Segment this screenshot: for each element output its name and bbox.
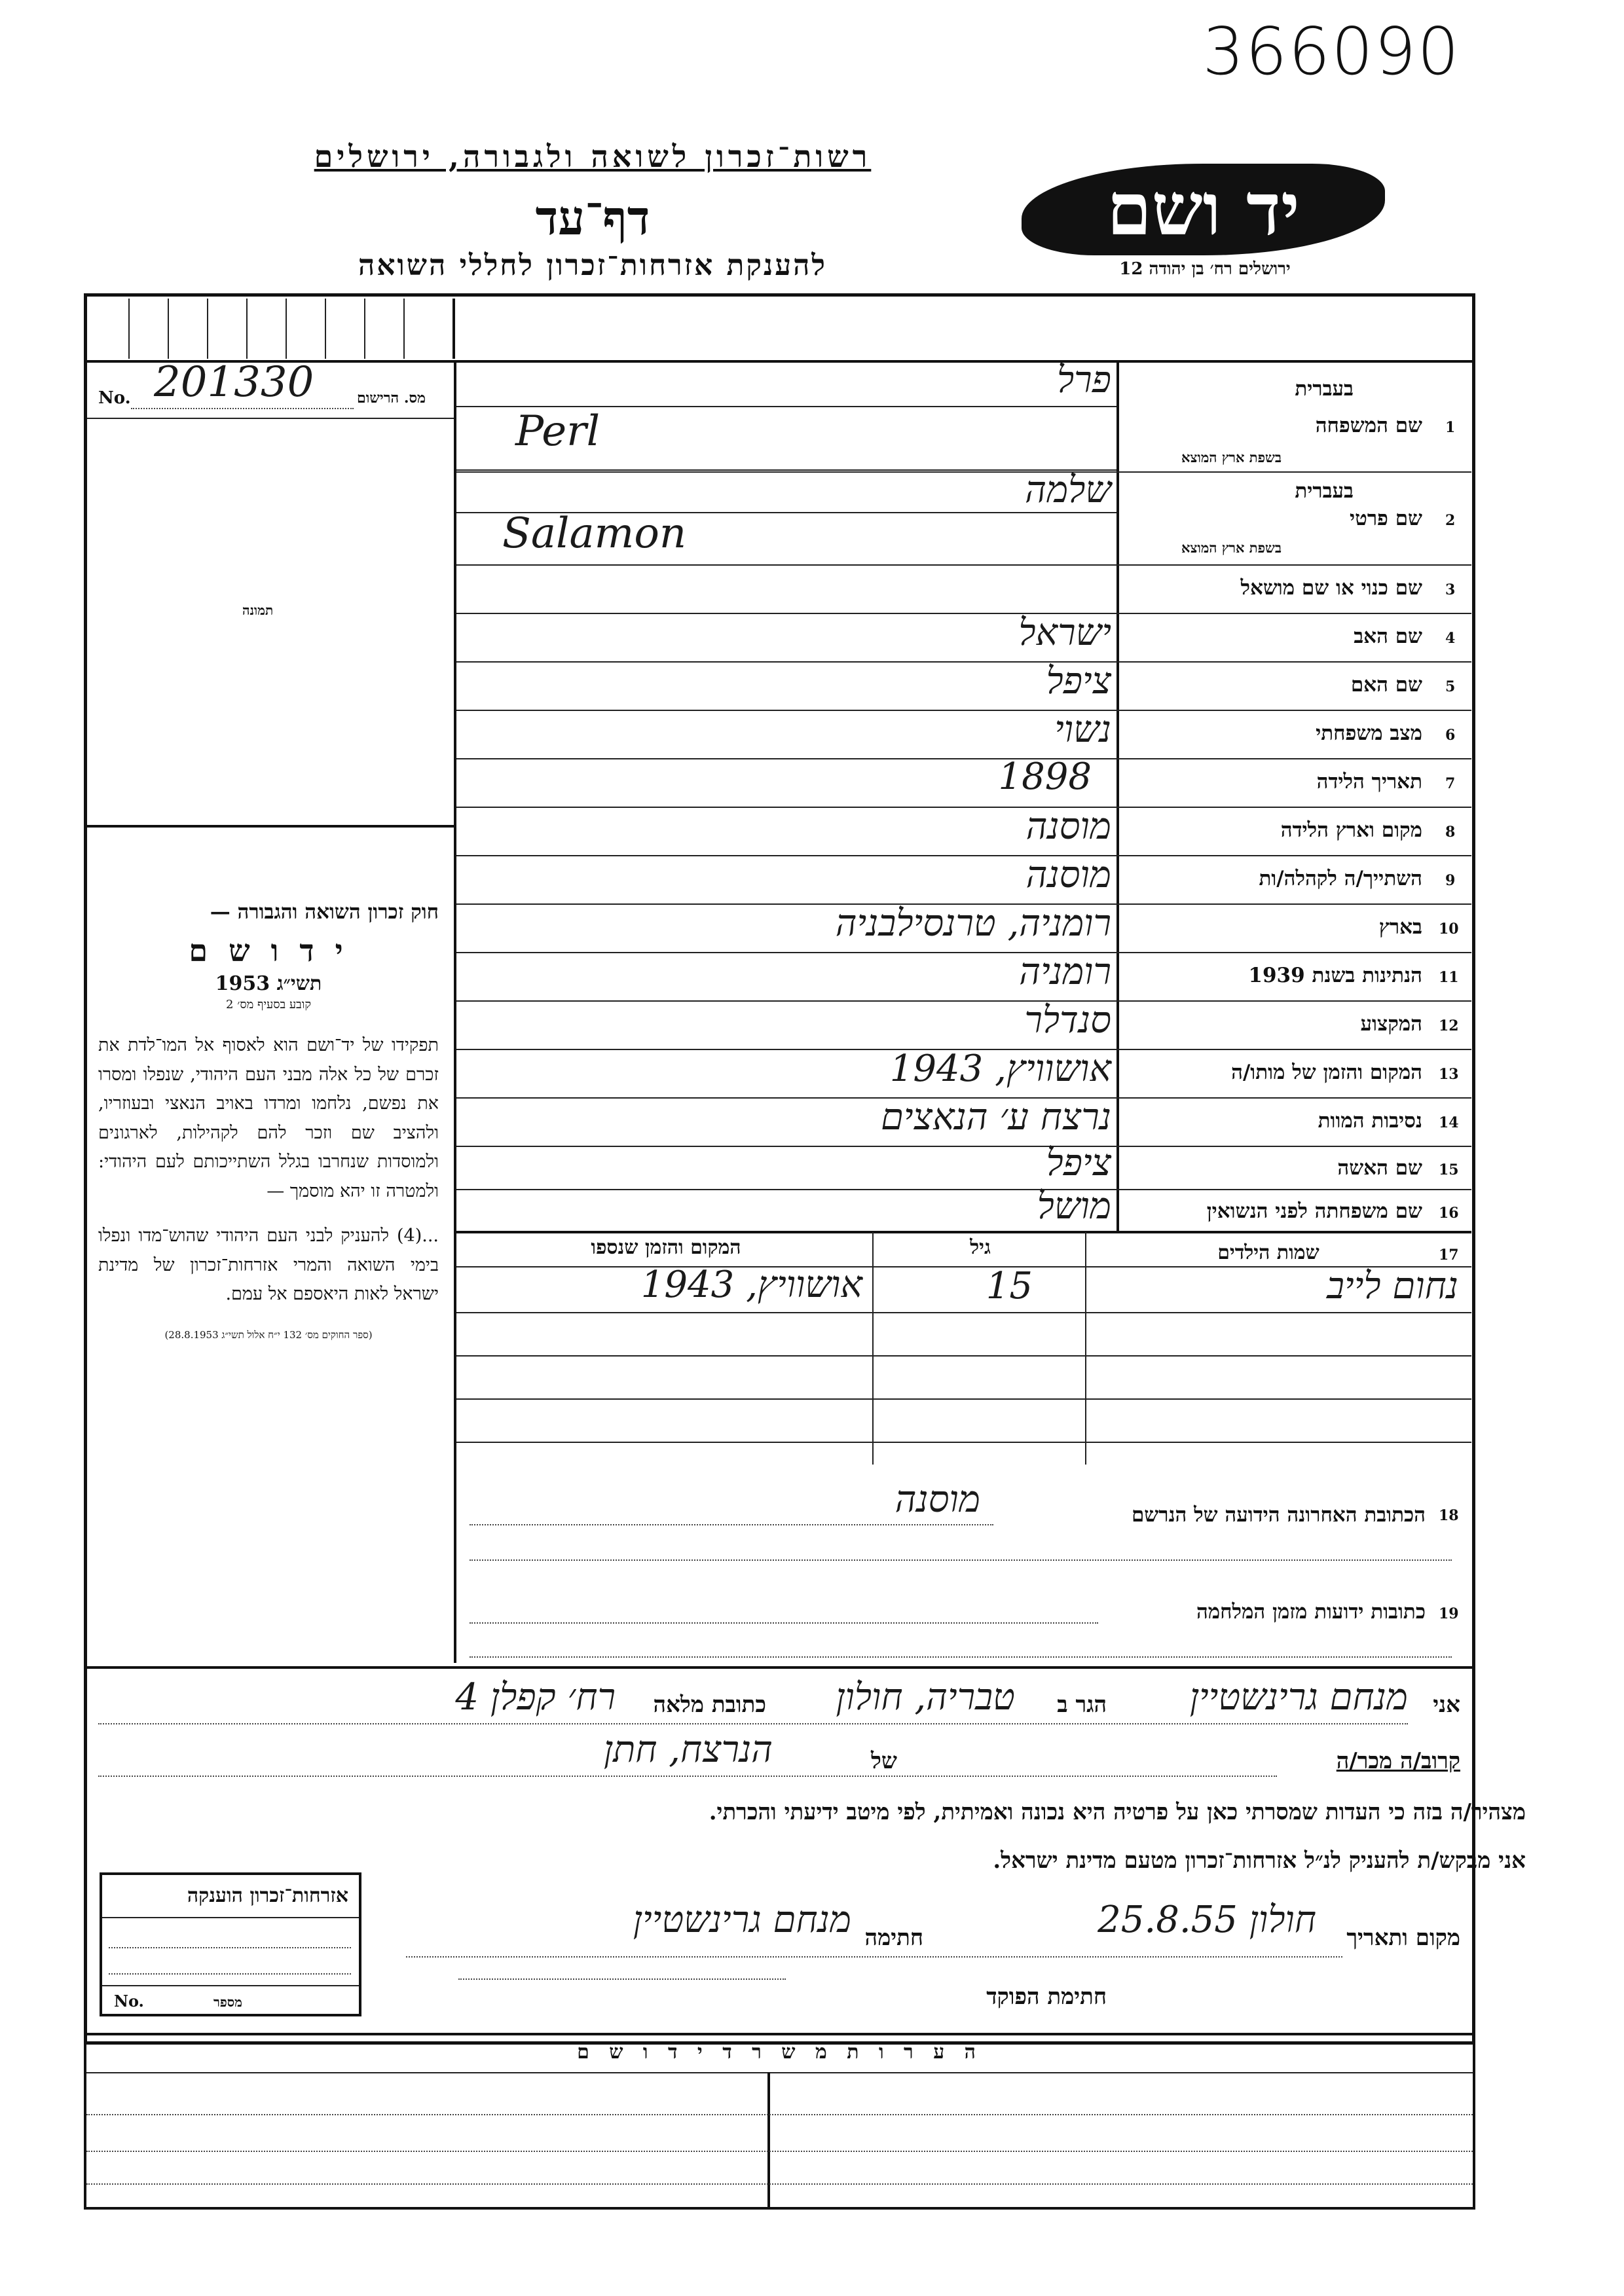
war-address-label: כתובות ידועות מזמן המלחמה	[1196, 1600, 1426, 1624]
death-circumstances-value[interactable]: נרצח ע׳ הנאצים	[880, 1096, 1111, 1139]
registration-number-row	[98, 358, 452, 416]
field-num-18: 18	[1439, 1507, 1459, 1524]
award-box	[100, 1872, 361, 2016]
death-place-time-value[interactable]: אושוויץ, 1943	[889, 1048, 1111, 1090]
field-num-11: 11	[1439, 969, 1459, 986]
field-row-8	[456, 805, 1471, 855]
firstname-label: שם פרטי	[1349, 507, 1422, 530]
birth-place-label: מקום וארץ הלידה	[1280, 818, 1422, 842]
wife-name-label: שם האשה	[1337, 1156, 1422, 1180]
citizenship-value[interactable]: רומניה	[1019, 951, 1111, 993]
field-row-5	[456, 660, 1471, 710]
mother-name-label: שם האם	[1350, 673, 1422, 697]
firstname-local-value[interactable]: Salamon	[502, 509, 687, 558]
law-excerpt	[98, 900, 439, 1341]
law-title: חוק זכרון השואה והגבורה —	[210, 900, 439, 924]
firstname-hebrew-sub: בעברית	[1295, 479, 1354, 503]
field-row-6	[456, 708, 1471, 758]
father-name-value[interactable]: ישראל	[1018, 611, 1111, 654]
law-citation: (ספר החוקים מס׳ 132 י״ח אלול תשי״ג 28.8.1953)	[164, 1328, 373, 1341]
award-no-label-he: מספר	[213, 1994, 242, 2010]
marital-status-value[interactable]: נשוי	[1054, 708, 1111, 751]
death-place-time-label: המקום והזמן של מותו/ה	[1231, 1061, 1422, 1084]
field-num-5: 5	[1445, 678, 1456, 695]
birth-date-value[interactable]: 1898	[998, 756, 1092, 798]
children-table	[456, 1232, 1471, 1468]
field-num-16: 16	[1439, 1205, 1459, 1222]
declaration-statement: מצהיר/ה בזה כי העדות שמסרתי כאן על פרטיה היא נכונה ואמיתית, לפי מיטב ידיעתי והכרתי.	[709, 1799, 1526, 1825]
declarant-ani-label: אני	[1433, 1692, 1460, 1718]
page-title: דף־עד	[535, 190, 650, 246]
last-address-label: הכתובת האחרונה הידועה של הנרשם	[1131, 1503, 1426, 1527]
wife-maiden-name-value[interactable]: מושל	[1037, 1185, 1111, 1228]
law-clause: קובע בסעיף מס׳ 2	[226, 998, 311, 1011]
declarant-line-2	[98, 1728, 1460, 1787]
declarant-relative-label: קרוב/ה מכר/ה	[1336, 1748, 1460, 1774]
birth-date-label: תאריך הלידה	[1316, 770, 1422, 793]
field-row-15	[456, 1142, 1471, 1189]
firstname-local-sub: בשפת ארץ המוצא	[1181, 539, 1282, 556]
organization-name: רשות־זכרון לשואה ולגבורה, ירושלים	[314, 139, 872, 174]
field-row-19	[456, 1565, 1471, 1663]
field-row-12	[456, 999, 1471, 1049]
place-date-label: מקום ותאריך	[1346, 1925, 1460, 1951]
children-col-place: המקום והזמן שנספו	[591, 1236, 741, 1259]
law-paragraph-2: ...(4) להעניק לבני העם היהודי שהוש־מדו ונפלו בימי השואה והמרי אזרחות־זכרון של מדינת ישראל לאות היאספם אל עמם.	[98, 1226, 439, 1305]
field-num-10: 10	[1439, 920, 1459, 938]
surname-hebrew-value[interactable]: פרל	[1056, 359, 1111, 401]
field-num-15: 15	[1439, 1161, 1459, 1178]
declarant-street[interactable]: רח׳ קפלן 4	[455, 1676, 616, 1719]
child-place-value[interactable]: אושוויץ, 1943	[640, 1264, 862, 1306]
field-row-11	[456, 953, 1471, 1000]
field-num-1: 1	[1445, 419, 1456, 436]
field-num-14: 14	[1439, 1114, 1459, 1131]
marital-status-label: מצב משפחתי	[1316, 721, 1422, 745]
field-num-13: 13	[1439, 1066, 1459, 1083]
child-age-value[interactable]: 15	[986, 1265, 1033, 1307]
field-num-7: 7	[1445, 775, 1456, 792]
field-row-3	[456, 566, 1471, 613]
field-row-14	[456, 1096, 1471, 1146]
field-num-4: 4	[1445, 630, 1456, 647]
surname-local-value[interactable]: Perl	[515, 407, 600, 456]
wife-name-value[interactable]: ציפל	[1046, 1142, 1111, 1184]
father-name-label: שם האב	[1354, 625, 1422, 648]
declarant-city[interactable]: טבריה, חולון	[836, 1676, 1015, 1719]
field-row-7	[456, 756, 1471, 807]
law-paragraph-1: תפקידו של יד־ושם הוא לאסוף אל המו־לדת את זכרם של כל אלה מבני העם היהודי, שנפלו ומסרו את נפשם, נלחמו ומרדו באויב הנאצי ובעוזריו, ולהציב שם וזכר להם לקהילות, לארגונים ולמוסדות שנחרבו בגלל השתייכותם לעם היהודי: ולמטרה זו יהא מוסמך —	[98, 1035, 439, 1201]
birth-place-value[interactable]: מוסנה	[1025, 805, 1111, 848]
signature-line	[393, 1899, 1460, 1971]
field-num-6: 6	[1445, 727, 1456, 744]
community-value[interactable]: מוסנה	[1025, 854, 1111, 896]
child-name-value[interactable]: נחום לייב	[1327, 1265, 1458, 1307]
children-col-age: גיל	[970, 1236, 991, 1259]
declarant-of-label: של	[871, 1748, 897, 1774]
signature-label: חתימה	[864, 1925, 923, 1951]
archive-stamp-number: 366090	[1202, 13, 1460, 90]
surname-hebrew-sub: בעברית	[1295, 377, 1354, 401]
occupation-label: המקצוע	[1360, 1012, 1422, 1036]
page-subtitle: להענקת אזרחות־זכרון לחללי השואה	[358, 249, 827, 282]
field-num-9: 9	[1445, 872, 1456, 889]
citizenship-label: הנתינות בשנת 1939	[1248, 964, 1422, 987]
death-circumstances-label: נסיבות המוות	[1318, 1109, 1422, 1133]
field-row-10	[456, 902, 1471, 952]
officer-signature-label: חתימת הפוקד	[986, 1984, 1107, 2010]
field-num-2: 2	[1445, 512, 1456, 529]
table-row	[456, 1264, 1471, 1312]
yad-vashem-logo: יד ושם	[1022, 164, 1385, 255]
photo-label: תמונה	[242, 602, 274, 618]
alias-label: שם כנוי או שם מושאל	[1240, 576, 1422, 600]
declarant-full-address-label: כתובת מלאה	[653, 1692, 766, 1718]
field-num-12: 12	[1439, 1017, 1459, 1034]
field-row-9	[456, 856, 1471, 903]
field-num-3: 3	[1445, 581, 1456, 598]
logo-address: ירושלים רח׳ בן יהודה 12	[1119, 259, 1291, 279]
field-row-4	[456, 611, 1471, 661]
field-row-13	[456, 1050, 1471, 1097]
registration-no-label: No.	[98, 388, 131, 408]
declarant-name[interactable]: מנחם גרינשטיין	[1189, 1676, 1408, 1719]
office-notes-title: ה ע ר ו ת מ ש ר ד י ד ו ש ם	[577, 2041, 982, 2064]
registration-no-label-he: מס. הרישום	[357, 390, 426, 407]
award-box-title: אזרחות־זכרון הוענקה	[187, 1884, 348, 1907]
code-boxes	[89, 299, 452, 359]
declarant-lives-label: הגר ב	[1057, 1692, 1107, 1718]
law-year: תשי״ג 1953	[215, 972, 322, 995]
field-row-16	[456, 1185, 1471, 1231]
country-label: בארץ	[1378, 915, 1422, 939]
last-address-value[interactable]: מוסנה	[895, 1478, 980, 1521]
country-value[interactable]: רומניה, טרנסילבניה	[835, 902, 1111, 945]
surname-label: שם המשפחה	[1315, 414, 1422, 437]
declarant-relation[interactable]: הנרצח, חתן	[603, 1728, 773, 1771]
office-notes-box	[84, 2033, 1475, 2210]
law-name: י ד ו ש ם	[189, 933, 348, 968]
firstname-hebrew-value[interactable]: שלמה	[1025, 469, 1111, 511]
children-col-names: שמות הילדים	[1217, 1241, 1320, 1264]
occupation-value[interactable]: סנדלר	[1024, 999, 1111, 1042]
signature-value[interactable]: מנחם גרינשטיין	[633, 1899, 851, 1941]
award-no-label: No.	[114, 1992, 144, 2011]
wife-maiden-name-label: שם משפחתה לפני הנשואין	[1206, 1199, 1422, 1223]
field-num-19: 19	[1439, 1605, 1459, 1622]
declaration-request: אני מבקש/ת להעניק לנ״ל אזרחות־זכרון מטעם מדינת ישראל.	[993, 1848, 1526, 1874]
field-row-1	[456, 361, 1471, 471]
community-label: השתייך/ה לקהלה/ות	[1259, 867, 1422, 890]
field-num-8: 8	[1445, 824, 1456, 841]
field-row-2	[456, 469, 1471, 564]
place-date-value[interactable]: חולון 25.8.55	[1098, 1899, 1316, 1941]
surname-local-sub: בשפת ארץ המוצא	[1181, 449, 1282, 465]
registration-no-value: 201330	[154, 358, 314, 407]
field-row-18	[456, 1467, 1471, 1558]
declarant-line-1	[98, 1676, 1460, 1735]
mother-name-value[interactable]: ציפל	[1046, 660, 1111, 702]
field-num-17: 17	[1439, 1247, 1459, 1264]
